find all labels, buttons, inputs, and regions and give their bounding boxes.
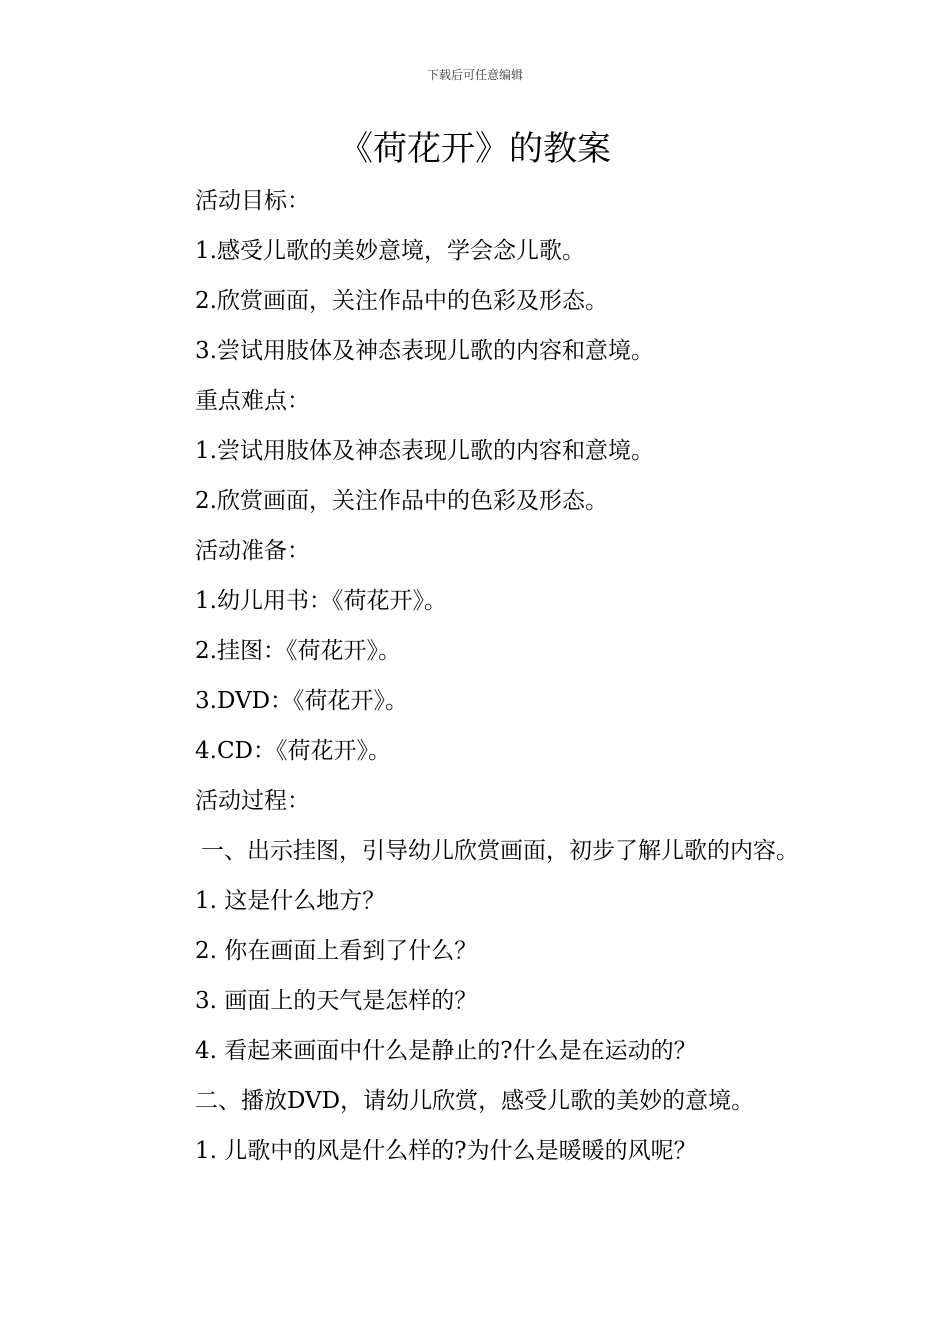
process-question-3: 3. 画面上的天气是怎样的？ xyxy=(195,988,478,1014)
section-heading-process: 活动过程： xyxy=(195,788,310,814)
key-point-item-1: 1.尝试用肢体及神态表现儿歌的内容和意境。 xyxy=(195,438,654,464)
goal-item-2: 2.欣赏画面，关注作品中的色彩及形态。 xyxy=(195,288,608,314)
preparation-item-2: 2.挂图：《荷花开》。 xyxy=(195,638,401,664)
goal-item-1: 1.感受儿歌的美妙意境，学会念儿歌。 xyxy=(195,238,585,264)
document-body xyxy=(145,176,815,1176)
preparation-item-1: 1.幼儿用书：《荷花开》。 xyxy=(195,588,447,614)
goal-item-3: 3.尝试用肢体及神态表现儿歌的内容和意境。 xyxy=(195,338,654,364)
process-step-2-question-1: 1. 儿歌中的风是什么样的?为什么是暖暖的风呢？ xyxy=(195,1138,697,1164)
process-question-4: 4. 看起来画面中什么是静止的?什么是在运动的？ xyxy=(195,1038,697,1064)
preparation-item-4: 4.CD：《荷花开》。 xyxy=(195,738,391,764)
process-question-1: 1. 这是什么地方？ xyxy=(195,888,386,914)
section-heading-key-points: 重点难点： xyxy=(195,388,310,414)
section-heading-goals: 活动目标： xyxy=(195,188,310,214)
process-step-2: 二、播放DVD，请幼儿欣赏，感受儿歌的美妙的意境。 xyxy=(195,1088,755,1114)
page-header-note: 下载后可任意编辑 xyxy=(426,68,523,82)
key-point-item-2: 2.欣赏画面，关注作品中的色彩及形态。 xyxy=(195,488,608,514)
section-heading-preparation: 活动准备： xyxy=(195,538,310,564)
process-question-2: 2. 你在画面上看到了什么？ xyxy=(195,938,478,964)
preparation-item-3: 3.DVD：《荷花开》。 xyxy=(195,688,409,714)
process-step-1: 一、出示挂图，引导幼儿欣赏画面，初步了解儿歌的内容。 xyxy=(201,838,799,864)
document-title: 《荷花开》的教案 xyxy=(339,129,611,169)
